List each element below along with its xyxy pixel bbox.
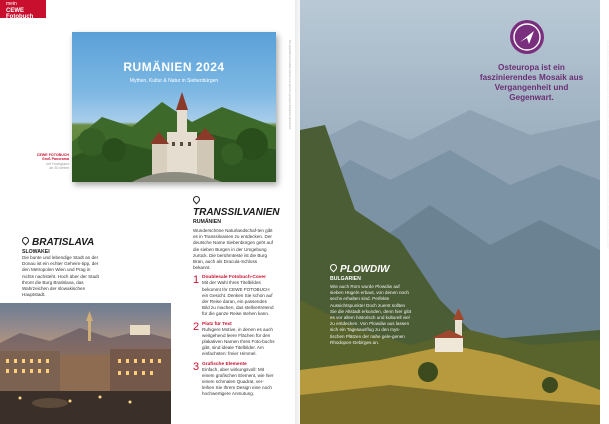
transsilvanien-title: TRANSSILVANIEN	[193, 207, 280, 218]
location-pin-icon	[21, 236, 31, 246]
tip-title: Doublesale Fotobuch-Cover	[202, 275, 266, 281]
cover-title: RUMÄNIEN 2024	[123, 60, 225, 74]
plovdiw-section	[330, 264, 412, 346]
pull-quote: Osteuropa ist ein faszinierendes Mosaik aus Vergangenheit und Gegenwart.	[479, 63, 584, 102]
caption-line2: Groß Panorama	[42, 157, 69, 162]
bratislava-heading	[22, 237, 102, 248]
tip-title: Grafische Elemente	[202, 361, 247, 367]
tip-item	[193, 275, 275, 317]
cover-landscape-illustration	[72, 32, 276, 182]
tip-item	[193, 362, 275, 398]
cover-subtitle: Mythen, Kultur & Natur in Siebenbürgen	[129, 78, 219, 84]
tip-number: 2	[193, 320, 200, 333]
compass-arrow-icon	[510, 20, 544, 54]
bratislava-city-photo	[0, 303, 171, 424]
caption-line4: ab 30 seiten	[49, 166, 69, 171]
bratislava-country: SLOWAKEI	[22, 249, 50, 255]
bratislava-title: BRATISLAVA	[32, 237, 95, 248]
caption-line3: mit Hochglanz	[46, 161, 69, 166]
tip-text: Einfach, aber wirkungsvoll: Mit einem grafischen Element, wie hier einem schmalen Quadrat, ver-leihen Sie Ihrem Design eine noch hochwertigere Anmutung.	[202, 366, 274, 397]
plovdiw-country: BULGARIEN	[330, 276, 361, 282]
left-page	[0, 0, 300, 424]
plovdiw-text: Wie auch Rom wurde Plowdiw auf sieben Hügeln erbaut, von denen noch sechs erhalten sind. Perfekte Aussichtspunkte! Doch zuerst sollten Sie die Altstadt erkunden, denn hier gibt es vor allem historisch und kulturell viel zu entdecken. Von Plowdiw aus lassen sich ein Tagesausflug zu den mys-tischen Plätzen der nahe gele-genen Rhodopen-Gebirges an.	[330, 284, 412, 345]
plovdiw-heading	[330, 264, 412, 275]
tip-number: 3	[193, 360, 200, 373]
tip-text: Mit der Wahl Ihres Titelbildes bekommt Ihr CEWE FOTOBUCH ein Gesicht. Denken Sie schon auf der Reise daran, ein passendes Bild zu machen, das stellvertretend für die ganze Reise stehen kann.	[202, 280, 274, 317]
tip-title: Platz für Text	[202, 321, 232, 327]
transsilvanien-heading	[193, 196, 280, 218]
tip-number: 1	[193, 274, 200, 287]
brand-line2: CEWE Fotobuch	[6, 8, 34, 20]
transsilvanien-text: Wunderschöne Naturlandschaf-ten gibt es in Transsilvanien zu entdecken. Der deutsche Name Siebenbürgen geht auf die sieben Burgen in der Umgebung zurück. Die berühmteste ist die Burg Bran, auch als Dracula-Schloss bekannt.	[193, 228, 273, 271]
bratislava-section	[22, 237, 102, 298]
tip-item	[193, 322, 275, 358]
caption-line1: CEWE FOTOBUCH	[36, 153, 69, 157]
photobook-cover	[72, 32, 276, 182]
brand-badge	[0, 0, 46, 18]
fineprint-left: Die abgebildeten Produkte können von den hier gezeigten Beispielen abweichen.	[288, 40, 291, 130]
bratislava-text: Die bunte und lebendige Stadt an der Donau ist ein echter Geheim-tipp, der den Metropolen Wien und Prag in nichts nachsteht. Hoch über der Stadt thront die Burg Bratislava, das Wahrzeichen der slowakischen Hauptstadt.	[22, 255, 99, 298]
location-pin-icon	[192, 195, 202, 205]
location-pin-icon	[329, 263, 339, 273]
transsilvanien-country: RUMÄNIEN	[193, 219, 221, 225]
brand-line1: mein	[6, 1, 17, 7]
transsilvanien-section	[193, 196, 280, 398]
product-caption	[36, 153, 69, 171]
compass-icon	[510, 20, 544, 54]
fineprint-right: Alle abgebildeten Inhalte sind nur exemplarisch. Es ist auch möglich, dass Sie Ihre Bilder in anderen Layouts verwenden und gestalten können. Inhalte und Design sind frei gestaltbar.	[606, 40, 609, 250]
city-illustration	[0, 303, 171, 424]
plovdiw-title: PLOWDIW	[340, 264, 390, 275]
tip-text: Ruhigere Motive, in denen es auch weitgehend leere Flächen für den plakativen Namen Ihres Foto-buchs gibt, sind ideale Titelbilder. Am einfachsten: freier Himmel.	[202, 326, 275, 357]
